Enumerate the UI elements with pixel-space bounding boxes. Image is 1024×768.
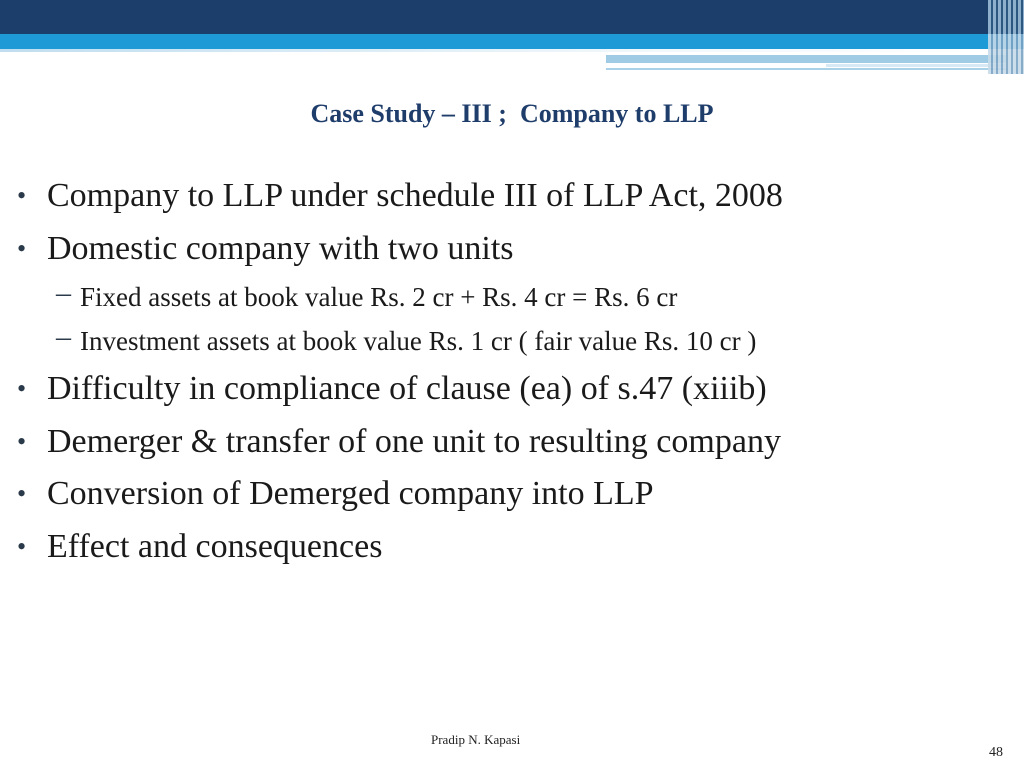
header-band-shadow	[0, 49, 1024, 52]
footer-author: Pradip N. Kapasi	[431, 732, 521, 747]
bullet-text: Domestic company with two units	[47, 229, 514, 267]
bullet-icon: •	[17, 479, 27, 508]
bullet-item	[0, 468, 1010, 521]
sub-bullet-item	[0, 275, 1010, 319]
bullet-icon: •	[17, 374, 27, 403]
bullet-list	[0, 170, 1010, 573]
sub-bullet-item	[0, 319, 1010, 363]
bullet-item	[0, 170, 1010, 223]
header-band-accent	[0, 34, 1024, 49]
dash-icon: –	[56, 276, 71, 309]
bullet-text: Difficulty in compliance of clause (ea) of s.47 (xiiib)	[47, 370, 767, 407]
bullet-icon: •	[17, 531, 27, 561]
header-highlight-line	[826, 64, 1006, 67]
sub-bullet-text: Investment assets at book value Rs. 1 cr ( fair value Rs. 10 cr )	[80, 326, 757, 356]
bullet-item	[0, 521, 1010, 574]
bullet-text: Demerger & transfer of one unit to resulting company	[47, 422, 781, 460]
bullet-text: Effect and consequences	[47, 527, 383, 565]
slide-title: Case Study – III ; Company to LLP	[310, 99, 714, 128]
bullet-item	[0, 416, 1010, 469]
page-number: 48	[989, 745, 1003, 760]
header-band-dark	[0, 0, 1024, 34]
header-stripes-cap	[988, 0, 1024, 34]
bullet-item	[0, 363, 1010, 416]
sub-bullet-text: Fixed assets at book value Rs. 2 cr + Rs. 4 cr = Rs. 6 cr	[80, 282, 678, 312]
bullet-text: Conversion of Demerged company into LLP	[47, 475, 654, 512]
bullet-icon: •	[17, 181, 27, 210]
bullet-icon: •	[17, 233, 27, 263]
dash-icon: –	[56, 320, 71, 353]
header-thin-line	[606, 68, 1006, 70]
header-band-light	[606, 55, 1006, 63]
bullet-item	[0, 223, 1010, 276]
bullet-icon: •	[17, 426, 27, 456]
bullet-text: Company to LLP under schedule III of LLP Act, 2008	[47, 177, 783, 214]
